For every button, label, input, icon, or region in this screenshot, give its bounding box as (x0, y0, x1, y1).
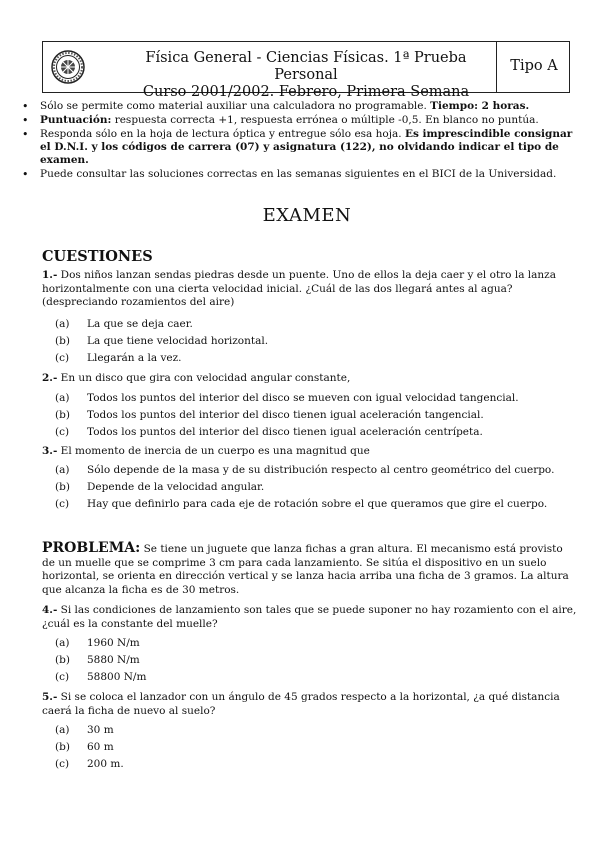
question-text: Si se coloca el lanzador con un ángulo de 45 grados respecto a la horizontal, ¿a qué distancia caerá la ficha de nuevo al suelo? (42, 691, 560, 717)
instruction-text: Responda sólo en la hoja de lectura óptica y entregue sólo esa hoja. (40, 128, 405, 140)
header-title-line1: Física General - Ciencias Físicas. 1ª Prueba Personal (145, 50, 467, 83)
header-divider (496, 42, 497, 92)
option-b[interactable] (55, 335, 575, 348)
question-4-options (55, 637, 575, 684)
instructions-list (22, 100, 582, 182)
question-2-options (55, 392, 575, 439)
option-text: 1960 N/m (87, 637, 140, 649)
option-c[interactable] (55, 426, 575, 439)
option-text: Llegarán a la vez. (87, 352, 182, 364)
option-text: La que se deja caer. (87, 318, 193, 330)
option-label: (a) (55, 318, 70, 330)
question-4 (42, 604, 577, 631)
question-number: 5.- (42, 691, 58, 703)
question-text: Si las condiciones de lanzamiento son tales que se puede suponer no hay rozamiento con el aire, ¿cuál es la constante del muelle? (42, 604, 577, 630)
option-label: (a) (55, 392, 70, 404)
option-label: (a) (55, 464, 70, 476)
option-c[interactable] (55, 671, 575, 684)
option-b[interactable] (55, 409, 575, 422)
option-text: 5880 N/m (87, 654, 140, 666)
question-2 (42, 372, 577, 386)
option-label: (c) (55, 758, 70, 770)
option-label: (a) (55, 637, 70, 649)
option-text: Depende de la velocidad angular. (87, 481, 265, 493)
exam-type: Tipo A (510, 58, 558, 74)
header-box (42, 41, 570, 100)
question-number: 3.- (42, 445, 58, 457)
question-1 (42, 269, 577, 310)
option-text: Hay que definirlo para cada eje de rotación sobre el que queramos que gire el cuerpo. (87, 498, 548, 510)
cuestiones-heading: CUESTIONES (42, 248, 153, 265)
question-3 (42, 445, 577, 459)
option-label: (c) (55, 426, 70, 438)
question-number: 4.- (42, 604, 58, 616)
instruction-item (22, 128, 582, 167)
instruction-item (22, 100, 582, 113)
question-5-options (55, 724, 575, 771)
question-text: Dos niños lanzan sendas piedras desde un puente. Uno de ellos la deja caer y el otro la lanza horizontalmente con una cierta velocidad inicial. ¿Cuál de las dos llegará antes al agua? (despreciando rozamientos del aire) (42, 269, 556, 308)
question-text: En un disco que gira con velocidad angular constante, (60, 372, 351, 384)
option-a[interactable] (55, 392, 575, 405)
option-a[interactable] (55, 464, 575, 477)
option-text: Todos los puntos del interior del disco tienen igual aceleración tangencial. (87, 409, 484, 421)
option-text: 200 m. (87, 758, 124, 770)
option-label: (b) (55, 335, 70, 347)
option-text: 60 m (87, 741, 114, 753)
option-c[interactable] (55, 352, 575, 365)
option-text: 58800 N/m (87, 671, 147, 683)
instruction-bold: Puntuación: (40, 114, 112, 126)
question-text: El momento de inercia de un cuerpo es una magnitud que (60, 445, 370, 457)
university-seal-icon (51, 50, 85, 84)
option-c[interactable] (55, 758, 575, 771)
option-c[interactable] (55, 498, 575, 511)
question-1-options (55, 318, 575, 365)
problem-heading: PROBLEMA: (42, 540, 141, 556)
instruction-text: Puede consultar las soluciones correctas en las semanas siguientes en el BICI de la Universidad. (40, 168, 557, 180)
option-b[interactable] (55, 741, 575, 754)
option-label: (a) (55, 724, 70, 736)
option-text: Sólo depende de la masa y de su distribución respecto al centro geométrico del cuerpo. (87, 464, 555, 476)
instruction-item (22, 168, 582, 181)
question-number: 1.- (42, 269, 58, 281)
header-title-line2: Curso 2001/2002. Febrero, Primera Semana (142, 84, 470, 100)
instruction-text: respuesta correcta +1, respuesta errónea o múltiple -0,5. En blanco no puntúa. (111, 114, 539, 126)
option-label: (b) (55, 409, 70, 421)
option-text: 30 m (87, 724, 114, 736)
option-a[interactable] (55, 637, 575, 650)
option-a[interactable] (55, 318, 575, 331)
question-3-options (55, 464, 575, 511)
instruction-text: Sólo se permite como material auxiliar una calculadora no programable. (40, 100, 431, 112)
option-label: (c) (55, 671, 70, 683)
option-text: Todos los puntos del interior del disco tienen igual aceleración centrípeta. (87, 426, 483, 438)
option-label: (b) (55, 481, 70, 493)
option-label: (b) (55, 741, 70, 753)
option-label: (c) (55, 498, 70, 510)
instruction-bold: Es imprescindible consignar el D.N.I. y los códigos de carrera (07) y asignatura (122), no olvidando indicar el tipo de examen. (40, 128, 573, 166)
instruction-item (22, 114, 582, 127)
option-label: (c) (55, 352, 70, 364)
option-b[interactable] (55, 654, 575, 667)
problem-text: Se tiene un juguete que lanza fichas a gran altura. El mecanismo está provisto de un muelle que se comprime 3 cm para cada lanzamiento. Se sitúa el dispositivo en un suelo horizontal, se orienta en dirección vertical y se lanza hacia arriba una ficha de 3 gramos. La altura que alcanza la ficha es de 30 metros. (42, 543, 569, 596)
exam-title: EXAMEN (262, 205, 352, 226)
option-label: (b) (55, 654, 70, 666)
header-title (121, 50, 491, 101)
question-5 (42, 691, 577, 718)
instruction-bold: Tiempo: 2 horas. (430, 100, 530, 112)
option-a[interactable] (55, 724, 575, 737)
question-number: 2.- (42, 372, 58, 384)
option-text: La que tiene velocidad horizontal. (87, 335, 269, 347)
option-text: Todos los puntos del interior del disco se mueven con igual velocidad tangencial. (87, 392, 519, 404)
option-b[interactable] (55, 481, 575, 494)
problem-statement (42, 542, 577, 597)
